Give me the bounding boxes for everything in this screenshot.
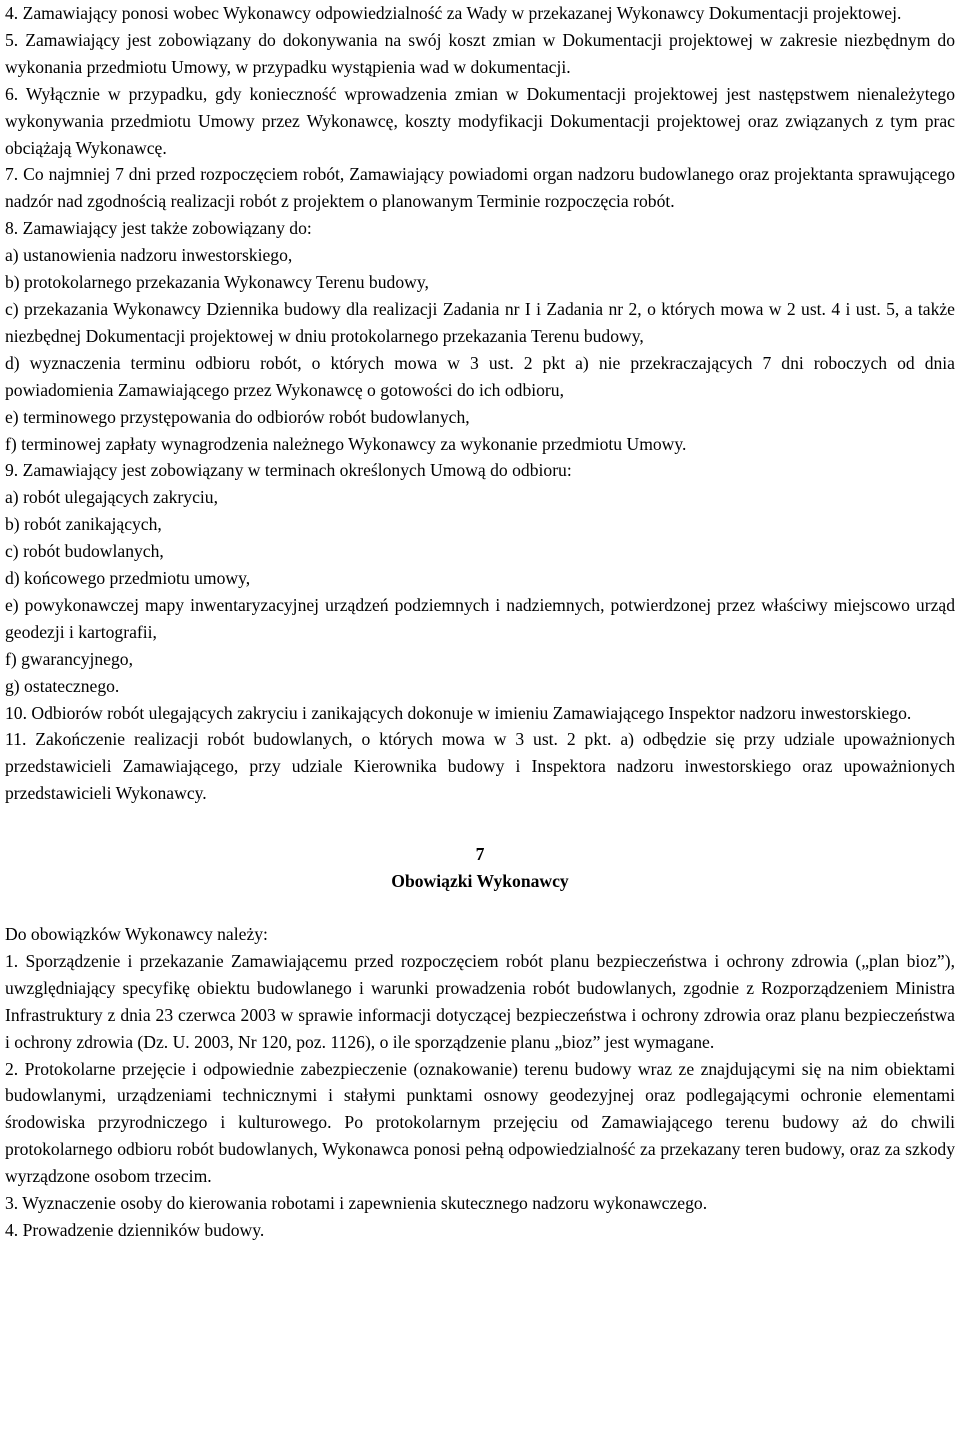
list-item-8d: d) wyznaczenia terminu odbioru robót, o których mowa w 3 ust. 2 pkt a) nie przekraczających 7 dni roboczych od dnia powiadomienia Zamawiającego przez Wykonawcę o gotowości do ich odbioru,: [5, 352, 955, 400]
list-item-9d: d) końcowego przedmiotu umowy,: [5, 568, 251, 589]
list-item-8c: c) przekazania Wykonawcy Dziennika budowy dla realizacji Zadania nr I i Zadania nr 2, o których mowa w 2 ust. 4 i ust. 5, a także niezbędnej Dokumentacji projektowej w dniu protokolarnego przekazania Terenu budowy,: [5, 298, 955, 346]
paragraph-6: 6. Wyłącznie w przypadku, gdy konieczność wprowadzenia zmian w Dokumentacji projektowej jest następstwem nienależytego wykonywania przedmiotu Umowy przez Wykonawcę, koszty modyfikacji Dokumentacji projektowej oraz związanych z tym prac obciążają Wykonawcę.: [5, 83, 955, 158]
list-item-9c: c) robót budowlanych,: [5, 541, 164, 562]
obligation-3: 3. Wyznaczenie osoby do kierowania robotami i zapewnienia skutecznego nadzoru wykonawczego.: [5, 1193, 708, 1214]
list-item-9b: b) robót zanikających,: [5, 514, 162, 535]
paragraph-10: 10. Odbiorów robót ulegających zakryciu i zanikających dokonuje w imieniu Zamawiającego Inspektor nadzoru inwestorskiego.: [5, 702, 912, 723]
list-item-9e: e) powykonawczej mapy inwentaryzacyjnej urządzeń podziemnych i nadziemnych, potwierdzonej przez właściwy miejscowo urząd geodezji i kartografii,: [5, 594, 955, 642]
list-item-8f: f) terminowej zapłaty wynagrodzenia należnego Wykonawcy za wykonanie przedmiotu Umowy.: [5, 433, 687, 454]
paragraph-11: 11. Zakończenie realizacji robót budowlanych, o których mowa w 3 ust. 2 pkt. a) odbędzie się przy udziale upoważnionych przedstawicieli Zamawiającego, przy udziale Kierownika budowy i Inspektora nadzoru inwestorskiego oraz upoważnionych przedstawicieli Wykonawcy.: [5, 729, 955, 804]
contractor-obligations-intro: Do obowiązków Wykonawcy należy:: [5, 924, 268, 944]
obligation-4: 4. Prowadzenie dzienników budowy.: [5, 1219, 265, 1240]
list-item-8e: e) terminowego przystępowania do odbiorów robót budowlanych,: [5, 406, 470, 427]
document-page: [5, 0, 955, 1244]
list-item-9a: a) robót ulegających zakryciu,: [5, 487, 218, 508]
heading-spacer-top: [5, 807, 955, 841]
heading-spacer-bottom: [5, 895, 955, 921]
paragraph-4: 4. Zamawiający ponosi wobec Wykonawcy odpowiedzialność za Wady w przekazanej Wykonawcy Dokumentacji projektowej.: [5, 3, 902, 23]
obligation-1: 1. Sporządzenie i przekazanie Zamawiającemu przed rozpoczęciem robót planu bezpieczeństwa i ochrony zdrowia („plan bioz”), uwzględniający specyfikę obiektu budowlanego i warunki prowadzenia robót budowlanych, zgodnie z Rozporządzeniem Ministra Infrastruktury z dnia 23 czerwca 2003 w sprawie informacji dotyczącej bezpieczeństwa i ochrony zdrowia oraz planu bezpieczeństwa i ochrony zdrowia (Dz. U. 2003, Nr 120, poz. 1126), o ile sporządzenie planu „bioz” jest wymagane.: [5, 950, 955, 1052]
list-item-8b: b) protokolarnego przekazania Wykonawcy Terenu budowy,: [5, 272, 429, 293]
section-number: 7: [475, 844, 485, 865]
list-item-9g: g) ostatecznego.: [5, 675, 120, 696]
paragraph-8: 8. Zamawiający jest także zobowiązany do:: [5, 218, 312, 239]
top-text-block: [5, 0, 955, 807]
paragraph-9: 9. Zamawiający jest zobowiązany w terminach określonych Umową do odbioru:: [5, 460, 572, 481]
bottom-text-block: [5, 921, 955, 1244]
list-item-9f: f) gwarancyjnego,: [5, 648, 133, 669]
obligation-2: 2. Protokolarne przejęcie i odpowiednie zabezpieczenie (oznakowanie) terenu budowy wraz ze znajdującymi się na nim obiektami budowlanymi, urządzeniami technicznymi i stałymi punktami osnowy geodezyjnej oraz podlegającymi ochronie elementami środowiska przyrodniczego i kulturowego. Po protokolarnym przejęciu od Zamawiającego terenu budowy aż do chwili protokolarnego odbioru robót budowlanych, Wykonawca ponosi pełną odpowiedzialność za przekazany teren budowy, oraz za szkody wyrządzone osobom trzecim.: [5, 1058, 955, 1187]
paragraph-7: 7. Co najmniej 7 dni przed rozpoczęciem robót, Zamawiający powiadomi organ nadzoru budowlanego oraz projektanta sprawującego nadzór nad zgodnością realizacji robót z projektem o planowanym Terminie rozpoczęcia robót.: [5, 164, 955, 212]
paragraph-5: 5. Zamawiający jest zobowiązany do dokonywania na swój koszt zmian w Dokumentacji projektowej w zakresie niezbędnym do wykonania przedmiotu Umowy, w przypadku wystąpienia wad w dokumentacji.: [5, 29, 955, 77]
section-heading: [5, 841, 955, 895]
list-item-8a: a) ustanowienia nadzoru inwestorskiego,: [5, 245, 293, 266]
section-title: Obowiązki Wykonawcy: [391, 871, 569, 892]
